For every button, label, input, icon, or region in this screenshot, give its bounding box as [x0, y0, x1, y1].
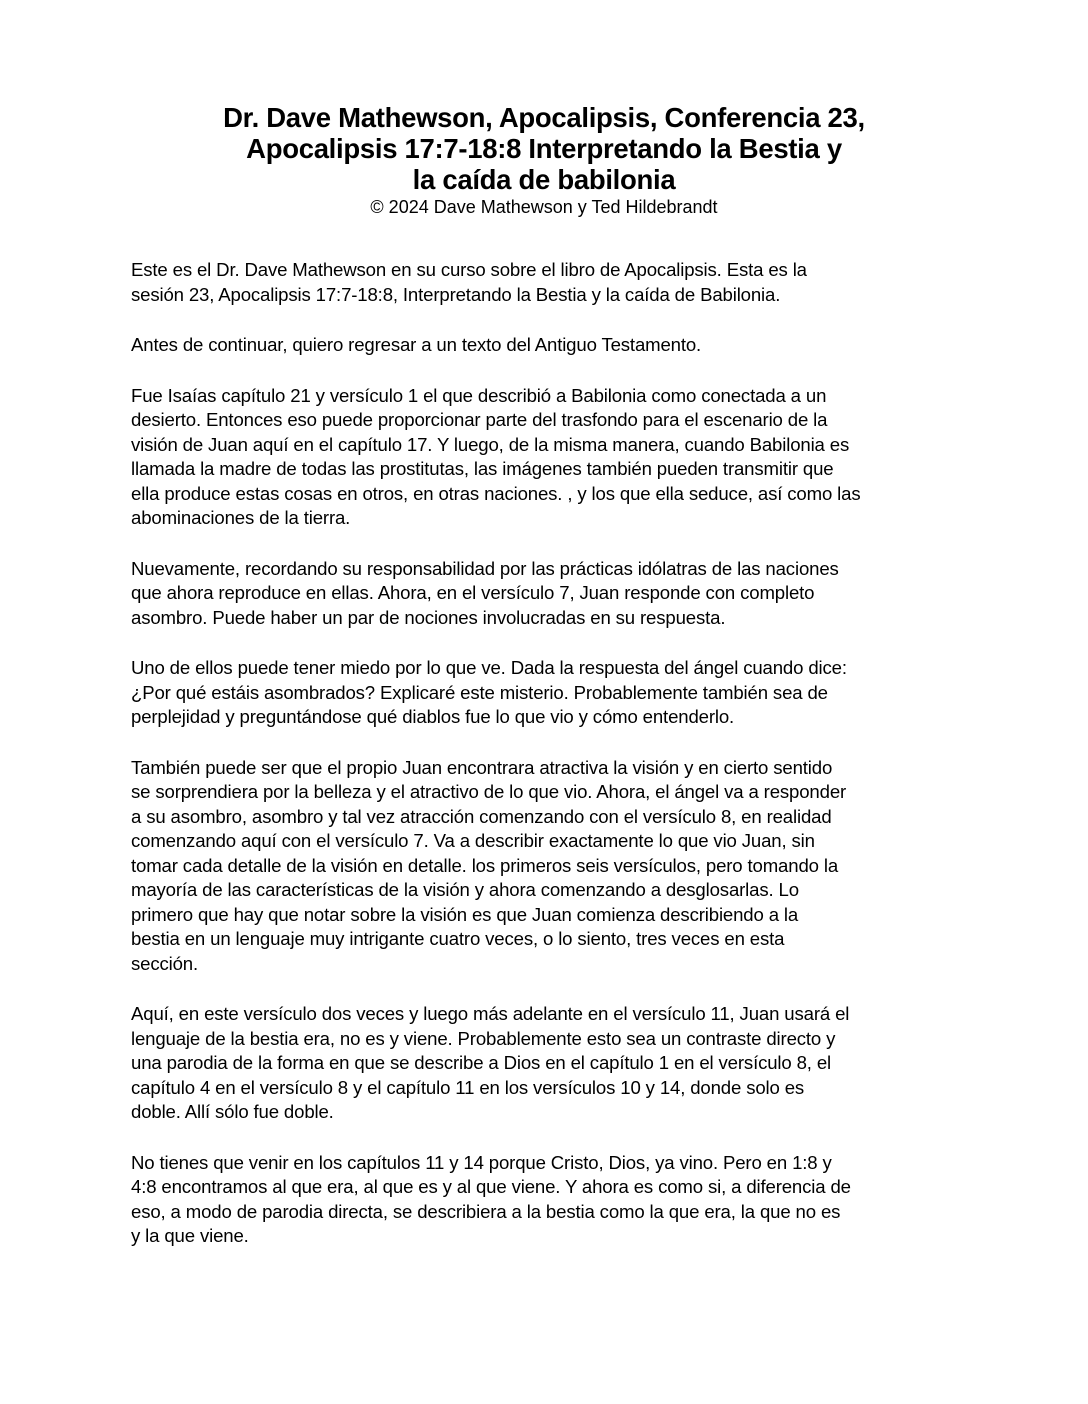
paragraph-4	[131, 557, 966, 631]
text-line: llamada la madre de todas las prostitutas, las imágenes también pueden transmitir que	[131, 458, 834, 479]
text-line: se sorprendiera por la belleza y el atractivo de lo que vio. Ahora, el ángel va a responder	[131, 781, 847, 802]
text-line: doble. Allí sólo fue doble.	[131, 1101, 334, 1122]
text-line: tomar cada detalle de la visión en detalle. los primeros seis versículos, pero tomando la	[131, 854, 839, 876]
text-line: desierto. Entonces eso puede proporcionar parte del trasfondo para el escenario de la	[131, 409, 828, 430]
text-line: eso, a modo de parodia directa, se describiera a la bestia como la que era, la que no es	[131, 1200, 841, 1222]
text-line: capítulo 4 en el versículo 8 y el capítulo 11 en los versículos 10 y 14, donde solo es	[131, 1076, 805, 1098]
text-line: ¿Por qué estáis asombrados? Explicaré este misterio. Probablemente también sea de	[131, 681, 828, 703]
text-line: Fue Isaías capítulo 21 y versículo 1 el que describió a Babilonia como conectada a un	[131, 384, 827, 406]
paragraph-2	[131, 333, 966, 358]
text-line: bestia en un lenguaje muy intrigante cuatro veces, o lo siento, tres veces en esta	[131, 928, 785, 949]
title-line-2: Apocalipsis 17:7-18:8 Interpretando la Bestia y	[246, 133, 842, 164]
text-line: 4:8 encontramos al que era, al que es y al que viene. Y ahora es como si, a diferencia de	[131, 1176, 851, 1197]
title-line-3: la caída de babilonia	[412, 164, 676, 195]
text-line: primero que hay que notar sobre la visión es que Juan comienza describiendo a la	[131, 903, 799, 925]
text-line: Nuevamente, recordando su responsabilidad por las prácticas idólatras de las naciones	[131, 557, 839, 579]
text-line: No tienes que venir en los capítulos 11 y 14 porque Cristo, Dios, ya vino. Pero en 1:8 y	[131, 1151, 832, 1173]
document-body	[131, 258, 966, 1275]
text-line: Aquí, en este versículo dos veces y luego más adelante en el versículo 11, Juan usará el	[131, 1003, 850, 1024]
text-line: que ahora reproduce en ellas. Ahora, en el versículo 7, Juan responde con completo	[131, 582, 815, 603]
text-line: a su asombro, asombro y tal vez atracción comenzando con el versículo 8, en realidad	[131, 805, 832, 827]
title-line-1: Dr. Dave Mathewson, Apocalipsis, Conferencia 23,	[223, 102, 865, 133]
text-line: visión de Juan aquí en el capítulo 17. Y luego, de la misma manera, cuando Babilonia es	[131, 433, 850, 455]
paragraph-6	[131, 756, 966, 977]
text-line: ella produce estas cosas en otros, en otras naciones. , y los que ella seduce, así como las	[131, 482, 861, 504]
text-line: sesión 23, Apocalipsis 17:7-18:8, Interpretando la Bestia y la caída de Babilonia.	[131, 283, 781, 305]
paragraph-8	[131, 1151, 966, 1249]
text-line: y la que viene.	[131, 1225, 249, 1246]
text-line: abominaciones de la tierra.	[131, 507, 351, 528]
text-line: mayoría de las características de la visión y ahora comenzando a desglosarlas. Lo	[131, 879, 799, 900]
text-line: perplejidad y preguntándose qué diablos fue lo que vio y cómo entenderlo.	[131, 706, 735, 727]
paragraph-1	[131, 258, 966, 307]
text-line: una parodia de la forma en que se describe a Dios en el capítulo 1 en el versículo 8, el	[131, 1052, 831, 1073]
document-header	[120, 102, 968, 218]
text-line: También puede ser que el propio Juan encontrara atractiva la visión y en cierto sentido	[131, 756, 833, 778]
paragraph-5	[131, 656, 966, 730]
text-line: Antes de continuar, quiero regresar a un texto del Antiguo Testamento.	[131, 334, 702, 355]
text-line: lenguaje de la bestia era, no es y viene. Probablemente esto sea un contraste directo y	[131, 1027, 836, 1049]
text-line: Uno de ellos puede tener miedo por lo que ve. Dada la respuesta del ángel cuando dice:	[131, 657, 847, 678]
text-line: asombro. Puede haber un par de nociones involucradas en su respuesta.	[131, 606, 726, 628]
paragraph-3	[131, 384, 966, 531]
text-line: comenzando aquí con el versículo 7. Va a describir exactamente lo que vio Juan, sin	[131, 830, 815, 851]
text-line: Este es el Dr. Dave Mathewson en su curso sobre el libro de Apocalipsis. Esta es la	[131, 259, 807, 280]
paragraph-7	[131, 1002, 966, 1125]
text-line: sección.	[131, 952, 199, 974]
copyright-line: © 2024 Dave Mathewson y Ted Hildebrandt	[370, 197, 718, 217]
